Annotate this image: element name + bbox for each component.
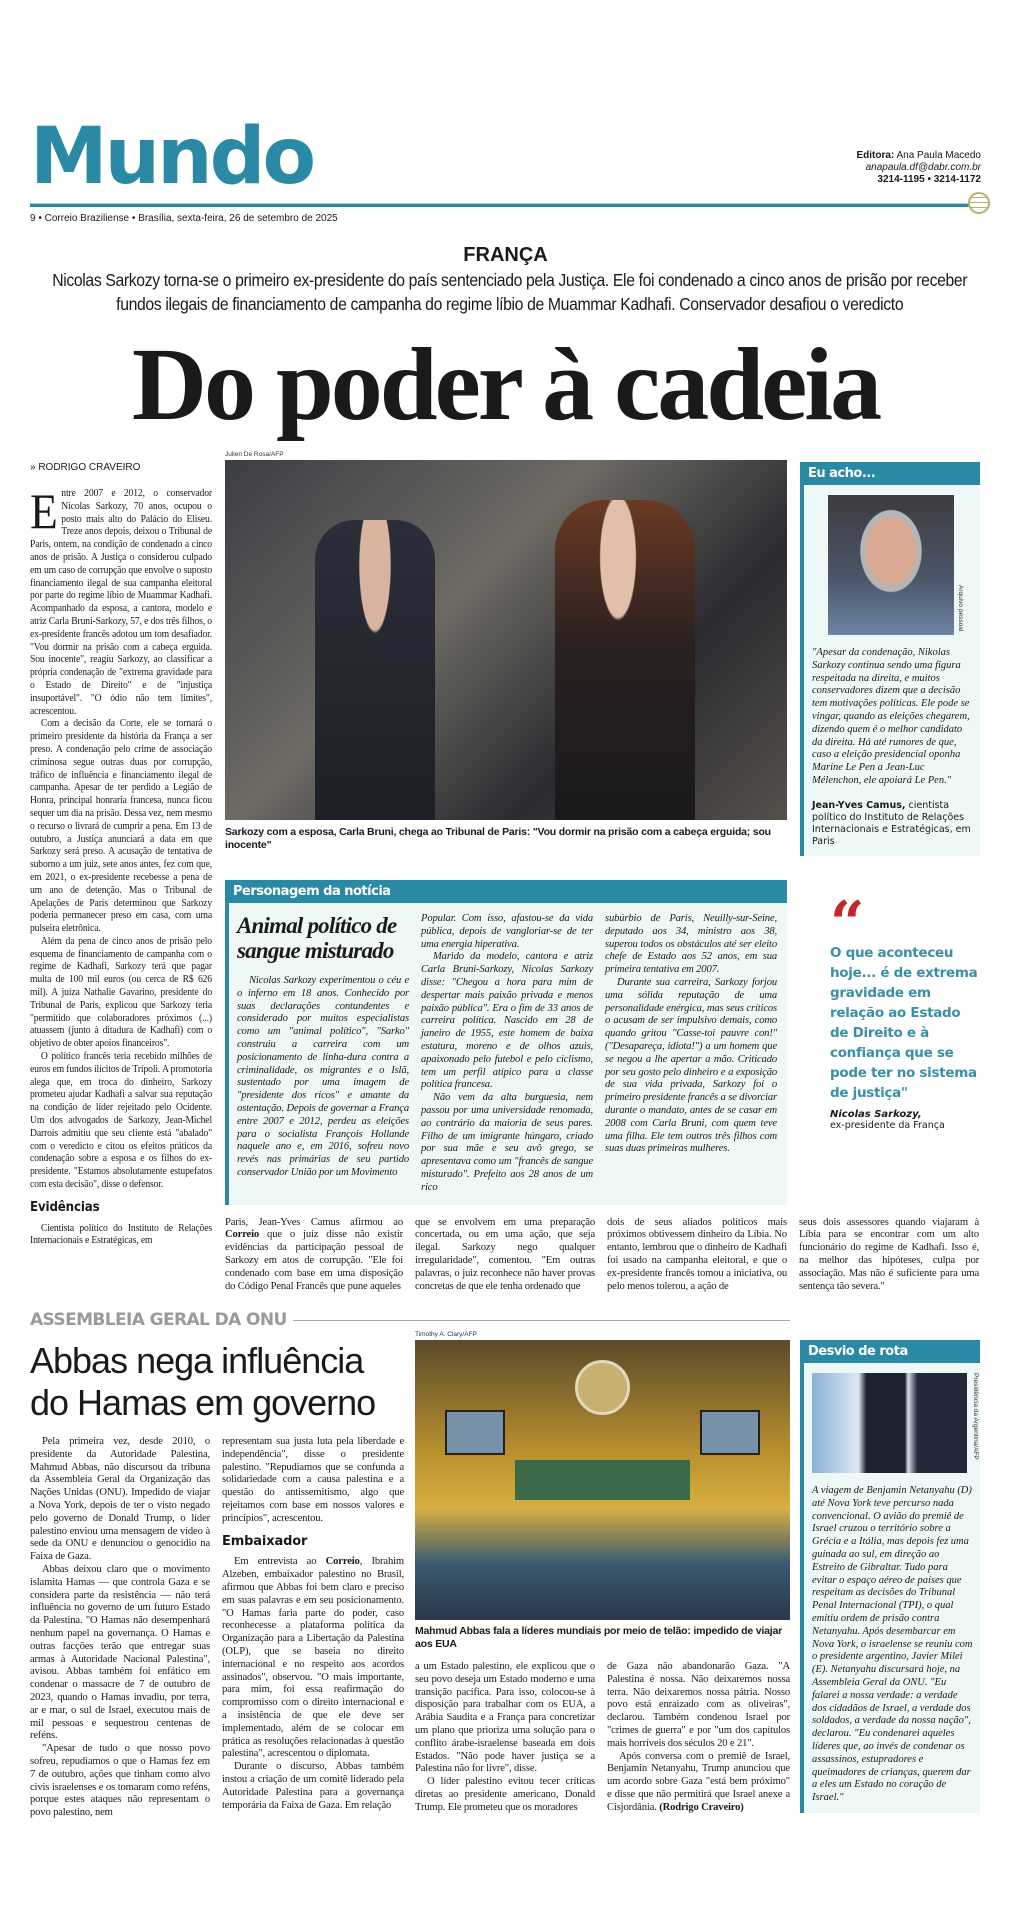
paragraph: ntre 2007 e 2012, o conservador Nicolas Sarkozy, 70 anos, ocupou o posto mais alto do Palácio do Eliseu. Treze anos depois, deixou o Tribunal de Paris, ontem, na condição de condenado a cinco anos de prisão. A Justiça o considerou culpado em um caso de corrupção que envolve o suposto financiamento ilegal de sua campanha eleitoral por parte do regime líbio de Muammar Kadhafi. Acompanhado da esposa, a cantora, modelo e atriz Carla Bruni-Sarkozy, 57, e dos três filhos, o ex-presidente francês adotou um tom desafiador. "Vou dormir na prisão com a cabeça erguida. Sou inocente", reagiu Sarkozy, ao classificar a própria condenação de "extrema gravidade para o Estado de Direito" e de "injustiça insuportável". "O ódio não tem limites", acrescentou. <box>30 488 212 717</box>
photo-credit: Timothy A. Clary/AFP <box>415 1331 477 1338</box>
subhead: Embaixador <box>222 1533 308 1549</box>
paragraph: Popular. Com isso, afastou-se da vida pública, depois de vangloriar-se de ter uma energia hiperativa. <box>421 913 593 950</box>
story2-column-3 <box>415 1661 595 1815</box>
pull-quote-role: ex-presidente da França <box>830 1120 945 1131</box>
text: que o juiz disse não existir evidências da participação pessoal de Sarkozy em atos de corrupção. "Ele foi condenado com base em uma disposição do Código Penal Francês que pune aqueles <box>225 1229 403 1292</box>
text: Paris, Jean-Yves Camus afirmou ao <box>225 1216 403 1228</box>
profile-title: Animal político de sangue misturado <box>237 913 397 963</box>
paragraph: subúrbio de Paris, Neuilly-sur-Seine, deputado aos 34, ministro aos 38, superou todos os obstáculos até ser eleito chefe de Estado aos 52 anos, em sua primeira tentativa em 2007. <box>605 913 777 976</box>
opinion-quote: "Apesar da condenação, Nikolas Sarkozy continua sendo uma figura respeitada na direita, e muitos conservadores dizem que a decisão tem motivações políticas. Ele pode se vingar, quando as eleições chegarem, dizendo quem é o melhor candidato da direita. Há até rumores de que, caso a eleição presidencial oponha Marine Le Pen a Jean-Luc Mélenchon, ele apoiará Le Pen." <box>812 647 970 786</box>
sidebar-box <box>800 1340 980 1813</box>
un-assembly-photo <box>415 1340 790 1620</box>
story2-headline: Abbas nega influência do Hamas em governo <box>30 1340 376 1423</box>
un-emblem <box>575 1360 630 1415</box>
paragraph: Abbas deixou claro que o movimento islamita Hamas — que controla Gaza e se considera parte da resistência — não terá influência no governo de um futuro Estado da Palestina. "O Hamas não desempenhará nenhum papel na governança. O Hamas e outras facções terão que entregar suas armas à Autoridade Nacional Palestina", avisou. Abbas também foi enfático em condenar o massacre de 7 de outubro de 2023, quando o Hamas invadiu, por terra, ar e mar, o sul de Israel, executou mais de mil pessoas e sequestrou centenas de reféns. <box>30 1563 210 1742</box>
story-headline: Do poder à cadeia <box>131 327 880 442</box>
dateline: 9 • Correio Braziliense • Brasília, sexta-feira, 26 de setembro de 2025 <box>30 213 338 224</box>
profile-box <box>225 880 787 1205</box>
editor-info <box>856 150 981 186</box>
newspaper-name: Correio <box>325 1556 360 1568</box>
video-screen <box>700 1410 760 1455</box>
netanyahu-milei-photo <box>812 1373 967 1473</box>
sidebar-box-title: Desvio de rota <box>800 1340 980 1363</box>
paragraph: dois de seus aliados políticos mais próximos obtivessem dinheiro da Líbia. No entanto, lembrou que o dinheiro de Kadhafi foi usado na campanha eleitoral, e que o ex-presidente francês tomou a iniciativa, ou pelo menos tolerou, a ação de <box>607 1216 787 1292</box>
story-kicker: FRANÇA <box>463 244 548 266</box>
pull-quote-text: O que aconteceu hoje... é de extrema gravidade em relação ao Estado de Direito e à confiança que se pode ter no sistema de justiça" <box>830 945 978 1101</box>
podium <box>515 1460 690 1500</box>
pull-quote-author: Nicolas Sarkozy, <box>830 1109 922 1120</box>
story2-kicker: ASSEMBLEIA GERAL DA ONU <box>30 1310 287 1330</box>
paragraph: "Apesar de tudo o que nosso povo sofreu, repudiamos o que o Hamas fez em 7 de outubro, ações que tinham como alvo civis israelenses e os tomaram como reféns, porque estes ataques não representam o povo palestino, nem <box>30 1743 210 1819</box>
person-figure <box>555 500 695 820</box>
story-column-1 <box>30 483 212 1248</box>
newspaper-name: Correio <box>225 1229 260 1241</box>
person-figure <box>315 520 435 820</box>
paragraph: Não vem da alta burguesia, nem passou por uma universidade renomada, ao contrário da maioria de seus pares. Filho de um imigrante húngaro, criado por sua mãe e seu avô grego, se apresentava como um "francês de sangue misturado". Prefeito aos 28 anos de um rico <box>421 1092 593 1193</box>
story2-column-4 <box>607 1661 790 1815</box>
drop-cap: E <box>30 483 58 539</box>
text: Em entrevista ao <box>234 1556 326 1568</box>
photo-credit: Arquivo pessoal <box>957 585 964 632</box>
kicker-rule <box>293 1320 790 1321</box>
paragraph: Durante o discurso, Abbas também instou a criação de um comitê liderado pela Autoridade Palestina para a governança temporária da Faixa de Gaza. Em relação <box>222 1761 404 1811</box>
story2 <box>30 1306 980 1820</box>
story2-photo-area <box>415 1331 790 1815</box>
globe-icon <box>968 192 990 214</box>
editor-phones: 3214-1195 • 3214-1172 <box>877 174 981 185</box>
paragraph: Além da pena de cinco anos de prisão pelo esquema de financiamento de campanha com o regime de Kadhafi, Sarkozy terá que pagar multa de 100 mil euros (ou cerca de R$ 626 mil). A juíza Nathalie Gavarino, presidente do Tribunal de Paris, explicou que Sarkozy teria "permitido que colaboradores próximos (...) atuassem (junto à ditadura de Kadhafi) com o objetivo de obter apoios financeiros". <box>30 935 212 1050</box>
story1-lower <box>225 880 980 1293</box>
photo-caption: Mahmud Abbas fala a líderes mundiais por meio de telão: impedido de viajar aos EUA <box>415 1625 782 1650</box>
paragraph: representam sua justa luta pela liberdade e independência", disse o presidente palestino. "Repudiamos que se confunda a solidariedade com a causa palestina e a questão do antissemitismo, algo que rejeitamos com base em nossos valores e princípios", acrescentou. <box>222 1436 404 1524</box>
story-deck: Nicolas Sarkozy torna-se o primeiro ex-presidente do país sentenciado pela Justiça. Ele foi condenado a cinco anos de prisão por receber fundos ilegais de financiamento de campanha do regime líbio de Muammar Kadhafi. Conservador desafiou o veredicto <box>52 270 968 314</box>
paragraph: Com a decisão da Corte, ele se tornará o primeiro presidente da história da França a ser preso. A condenação pelo crime de associação criminosa segue outras duas por corrupção, tráfico de influência e financiamento ilegal de campanha. Apesar de ter perdido a Legião de Honra, principal honraria francesa, nunca ficou sequer um dia na prisão. Dessa vez, nem mesmo o recurso o livrará de cumprir a pena. Em 13 de outubro, a Justiça anunciará a data em que Sarkozy será preso. A acusação de tentativa de suborno a um juiz, sete anos antes, fez com que, em 2021, o ex-presidente recebesse a pena de um ano de detenção. Mas o Tribunal de Apelações de Paris determinou que Sarkozy poderia permanecer preso em casa, com uma pulseira eletrônica. <box>30 718 212 935</box>
editor-name: Ana Paula Macedo <box>896 150 981 161</box>
opinion-author: Jean-Yves Camus, <box>812 799 906 811</box>
story2-column-2 <box>222 1436 404 1820</box>
paragraph: que se envolvem em uma preparação concertada, ou em uma ação, que seja ilegal. Sarkozy nego qualquer irregularidade", comentou. "Em outras palavras, o juiz reconhece não haver provas concretas de que ele tenha ordenado que <box>415 1216 595 1292</box>
paragraph: de Gaza não abandonarão Gaza. "A Palestina é nossa. Não deixaremos nossa terra. Não deixaremos nossa pátria. Nosso povo está enraizado com as oliveiras", declarou. Também condenou Israel por "crimes de guerra" e por "um dos capítulos mais horríveis dos séculos 20 e 21". <box>607 1661 790 1749</box>
signature: (Rodrigo Craveiro) <box>659 1801 744 1813</box>
story2-column-1 <box>30 1436 210 1820</box>
section-logo: Mundo <box>30 112 314 202</box>
opinion-author-role: cientista político do Instituto de Relações Internacionais e Estratégicas, em Paris <box>812 799 971 847</box>
story-column-5 <box>799 1217 979 1294</box>
photo-credit: Presidência da Argentina/AFP <box>972 1373 979 1460</box>
paragraph: Marido da modelo, cantora e atriz Carla Bruni-Sarkozy, Nicolas Sarkozy disse: "Chegou a hora para mim de despertar mais paixão privada e menos paixão pública". Era o fim de 33 anos de carreira política. Nascido em 28 de janeiro de 1955, este homem de baixa estatura, moreno e de olhos azuis, apaixonado pelo futebol e pelo ciclismo, tem um perfil atípico para a classe política francesa. <box>421 951 593 1091</box>
story2-text-area <box>30 1340 410 1820</box>
paragraph: Cientista político do Instituto de Relações Internacionais e Estratégicas, em <box>30 1222 212 1247</box>
text: , Ibrahim Alzeben, embaixador palestino no Brasil, afirmou que Abbas foi bem claro e preciso em suas palavras e em seu posicionamento. "O Hamas faria parte do poder, caso reconhecesse a plataforma política da Organização para a Libertação da Palestina (OLP), que se baseia no direito internacional e no respeito aos acordos assinados", observou. "O mais importante, para mim, foi essa reafirmação do compromisso com o direito internacional e a insistência de que ele deve ser implementado, além de se colocar em prática as resoluções relacionadas à questão palestina", acrescentou o diplomata. <box>222 1556 404 1760</box>
header-rule <box>30 203 970 207</box>
editor-email[interactable]: anapaula.df@dabr.com.br <box>865 162 981 173</box>
paragraph: seus dois assessores quando viajaram à Líbia para se encontrar com um alto funcionário do regime de Kadhafi. Isso é, na melhor das hipóteses, culpa por associação. Mas não é suficiente para uma sentença tão severa." <box>799 1216 979 1292</box>
photo-credit: Julien De Rosa/AFP <box>225 451 284 458</box>
video-screen <box>445 1410 505 1455</box>
text: Após conversa com o premiê de Israel, Benjamin Netanyahu, Trump anunciou que um acordo sobre Gaza "está bem próximo" e disse que não permitirá que Israel anexe a Cisjordânia. <box>607 1750 790 1813</box>
story-column-2 <box>225 1217 403 1294</box>
paragraph: O político francês teria recebido milhões de euros em fundos ilícitos de Trípoli. A promotoria alega que, em troca do dinheiro, Sarkozy prometeu ajudar Kadhafi a salvar sua reputação na condição de líder rejeitado pelo Ocidente. Um dos advogados de Sarkozy, Jean-Michel Darrois admitiu que seu cliente está "abalado" com o veredicto e citou os efeitos práticos da condenação sobre a esposa e os filhos do ex-presidente. "Estamos absolutamente estupefatos com esta decisão", disse o defensor. <box>30 1051 212 1191</box>
photo-caption: Sarkozy com a esposa, Carla Bruni, chega ao Tribunal de Paris: "Vou dormir na prisão com a cabeça erguida; sou inocente" <box>225 826 771 851</box>
paragraph: O líder palestino evitou tecer críticas diretas ao presidente americano, Donald Trump. Ele prometeu que os moradores <box>415 1776 595 1813</box>
opinion-box-title: Eu acho... <box>800 462 980 485</box>
paragraph: Pela primeira vez, desde 2010, o presidente da Autoridade Palestina, Mahmud Abbas, não discursou da tribuna da Assembleia Geral da Organização das Nações Unidas (ONU). Impedido de viajar a Nova York, depois de ter o visto negado pelo governo de Donald Trump, o líder palestino enviou uma mensagem de vídeo à sede da ONU e denunciou o genocídio na Faixa de Gaza. <box>30 1436 210 1563</box>
camus-photo <box>828 495 954 635</box>
paragraph: Nicolas Sarkozy experimentou o céu e o inferno em 18 anos. Conhecido por suas declarações contundentes e considerado por muitos especialistas como um "animal político", "Sarko" construiu a carreira com um posicionamento de linha-dura contra a criminalidade, os migrantes e o Islã, sustentado por uma imagem de "presidente dos ricos" e amante da ostentação. Depois de governar a França entre 2007 e 2012, perdeu as eleições para o socialista François Hollande naquele ano e, em 2016, sofreu novo revés nas primárias de seu partido conservador União por um Movimento <box>237 975 409 1178</box>
quote-marks-icon: “ <box>830 889 865 959</box>
subhead: Evidências <box>30 1199 100 1215</box>
profile-box-label: Personagem da notícia <box>225 880 787 903</box>
paragraph: a um Estado palestino, ele explicou que o seu povo deseja um Estado moderno e uma transição pacífica. Para isso, colocou-se à disposição para trabalhar com os EUA, a Arábia Saudita e a França para concretizar um plano que prioriza uma solução para o conflito árabe-israelense baseada em dois Estados. "Não pode haver justiça se a Palestina não for livre", disse. <box>415 1661 595 1775</box>
editor-label: Editora: <box>856 150 895 161</box>
byline: » RODRIGO CRAVEIRO <box>30 462 141 473</box>
story-column-4 <box>607 1217 787 1294</box>
opinion-box <box>800 462 980 856</box>
paragraph: Durante sua carreira, Sarkozy forjou uma sólida reputação de uma personalidade enérgica, mas seus críticos o acusam de ser impulsivo demais, como quando gritou "Casse-toi pauvre con!" ("Desapareça, idiota!") a um homem que se negou a lhe apertar a mão. Criticado por seu gosto pelo dinheiro e a exposição de sua vida privada, Sarkozy foi o primeiro presidente francês a se divorciar durante o mandato, antes de se casar em 2008 com Carla Bruni, com quem teve uma filha. Ele tem outros três filhos com suas duas primeiras mulheres. <box>605 976 777 1155</box>
sidebar-text: A viagem de Benjamin Netanyahu (D) até Nova York teve percurso nada convencional. O avião do premiê de Israel cruzou o território sobre a Grécia e a Itália, mas depois fez uma guinada ao sul, em direção ao Estreito de Gibraltar. Tudo para evitar o espaço aéreo de países que respeitam as decisões do Tribunal Penal Internacional (TPI), o qual emitiu ordem de prisão contra Netanyahu. Após desembarcar em Nova York, o israelense se reuniu com o presidente argentino, Javier Milei (E). Netanyahu discursará hoje, na Assembleia Geral da ONU. "Eu falarei a nossa verdade: a verdade dos cidadãos de Israel, a verdade dos soldados, a verdade da nossa nação", declarou. "Eu condenarei aqueles líderes que, ao invés de condenar os assassinos, estupradores e queimadores de crianças, querem dar a eles um Estado no coração de Israel." <box>812 1485 973 1804</box>
pull-quote <box>830 880 980 1131</box>
sarkozy-bruni-photo <box>225 460 787 820</box>
story-column-3 <box>415 1217 595 1294</box>
